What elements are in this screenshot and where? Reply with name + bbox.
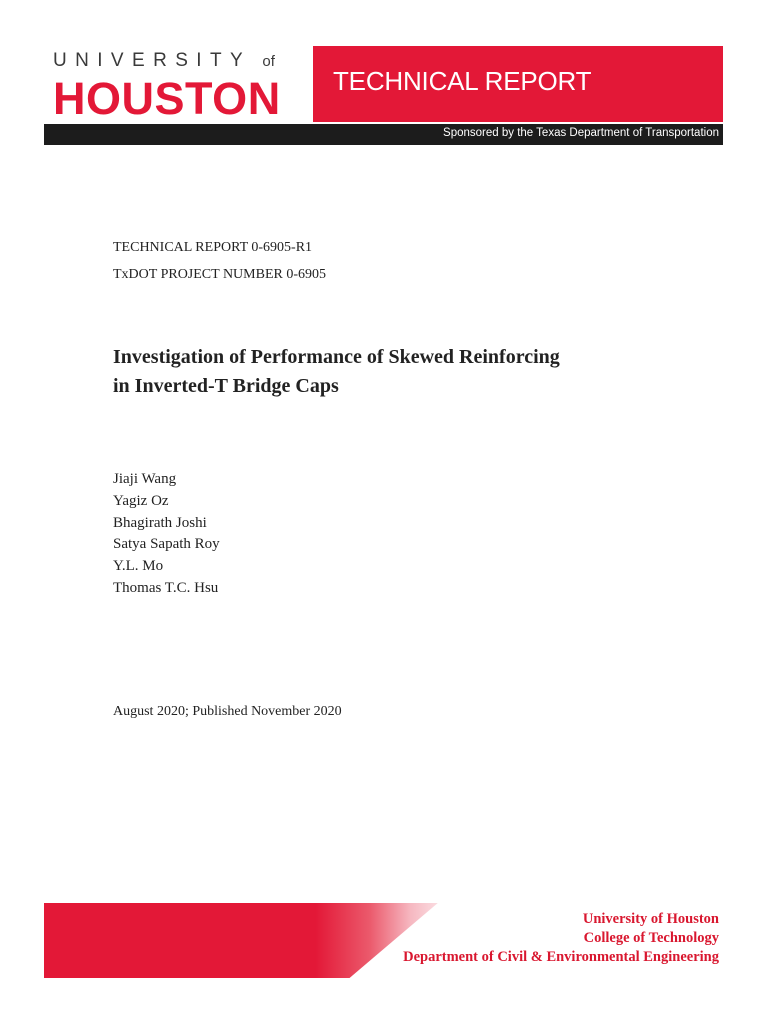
- author-item: Jiaji Wang: [113, 471, 177, 487]
- author-item: Y.L. Mo: [113, 558, 164, 575]
- banner-title: TECHNICAL REPORT: [333, 66, 592, 96]
- author-item: Yagiz Oz: [113, 492, 169, 509]
- footer-institution: [403, 910, 719, 967]
- title-line-2: in Inverted-T Bridge Caps: [113, 375, 339, 397]
- footer-college: College of Technology: [583, 930, 719, 946]
- technical-report-banner: [313, 46, 723, 122]
- university-logo: [53, 50, 281, 124]
- author-item: Bhagirath Joshi: [113, 514, 207, 531]
- logo-university-text: [53, 50, 281, 73]
- sponsor-text: Sponsored by the Texas Department of Transportation: [443, 127, 719, 139]
- sponsor-bar: [44, 124, 723, 145]
- author-item: Thomas T.C. Hsu: [113, 579, 219, 596]
- project-number: TxDOT PROJECT NUMBER 0-6905: [113, 267, 327, 282]
- logo-university-word: UNIVERSITY: [53, 50, 251, 71]
- author-item: Satya Sapath Roy: [113, 536, 220, 553]
- title-line-1: Investigation of Performance of Skewed Reinforcing: [113, 346, 560, 368]
- logo-houston-text: HOUSTON: [53, 73, 281, 124]
- footer-university: University of Houston: [582, 911, 719, 927]
- publication-date: August 2020; Published November 2020: [113, 704, 342, 719]
- logo-of-word: of: [262, 53, 275, 70]
- report-title: [113, 343, 673, 401]
- report-number: TECHNICAL REPORT 0-6905-R1: [113, 240, 313, 255]
- footer-department: Department of Civil & Environmental Engineering: [403, 949, 719, 965]
- author-list: [113, 469, 220, 600]
